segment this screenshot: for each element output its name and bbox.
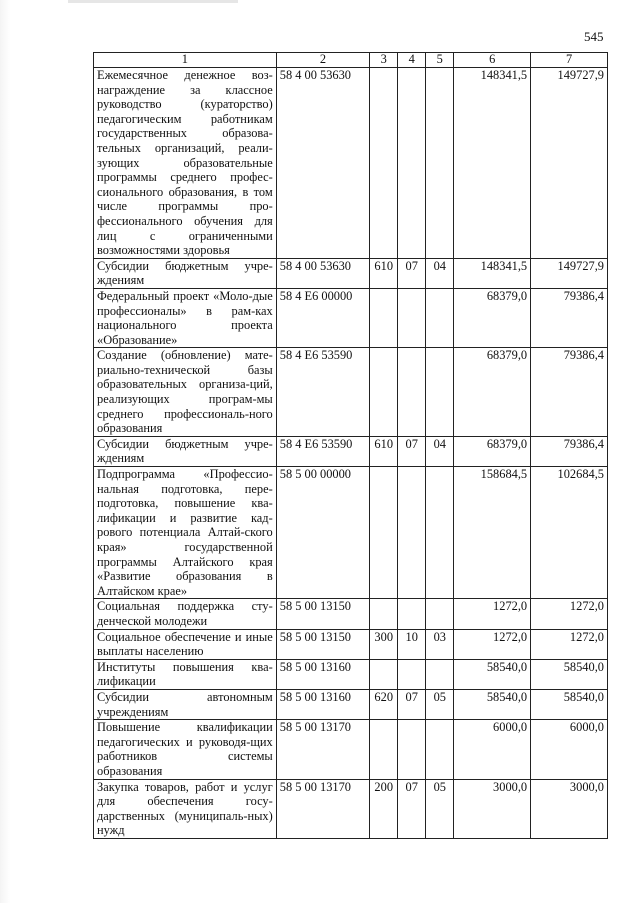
table-row (94, 659, 608, 689)
row-code: 58 4 E6 53590 (276, 348, 369, 437)
row-col4: 07 (398, 436, 426, 466)
row-col3 (370, 720, 398, 779)
row-col3 (370, 659, 398, 689)
row-col5 (426, 599, 454, 629)
row-name: Создание (обновление) мате-риально-технической базы образовательных организа-ций, реализующих програм-мы среднего профессиональ-ного образования (94, 348, 277, 437)
row-value-6: 68379,0 (454, 288, 531, 347)
row-col5 (426, 467, 454, 599)
table-row (94, 68, 608, 259)
table-row (94, 258, 608, 288)
row-code: 58 5 00 13150 (276, 629, 369, 659)
scan-edge-shadow (0, 0, 10, 903)
table-row (94, 288, 608, 347)
row-name: Ежемесячное денежное воз-награждение за классное руководство (кураторство) педагогическим работникам государственных образова-тельных организаций, реали-зующих образовательные программы среднего профес-сионального образования, в том числе программы про-фессионального обучения для лиц с ограниченными возможностями здоровья (94, 68, 277, 259)
row-col4 (398, 288, 426, 347)
row-col3: 300 (370, 629, 398, 659)
row-col4: 07 (398, 258, 426, 288)
row-value-6: 1272,0 (454, 629, 531, 659)
row-value-6: 148341,5 (454, 258, 531, 288)
row-col3: 200 (370, 779, 398, 838)
header-col-3: 3 (370, 53, 398, 68)
header-col-5: 5 (426, 53, 454, 68)
row-col4 (398, 720, 426, 779)
row-code: 58 5 00 13170 (276, 720, 369, 779)
row-code: 58 4 00 53630 (276, 258, 369, 288)
row-name: Закупка товаров, работ и услуг для обеспечения госу-дарственных (муниципаль-ных) нужд (94, 779, 277, 838)
row-col5 (426, 68, 454, 259)
row-code: 58 5 00 00000 (276, 467, 369, 599)
row-value-7: 79386,4 (531, 348, 608, 437)
row-col5 (426, 659, 454, 689)
row-col3: 610 (370, 436, 398, 466)
row-name: Подпрограмма «Професcио-нальная подготовка, пере-подготовка, повышение ква-лификации и развитие кад-рового потенциала Алтай-ского края» государственной программы Алтайского края «Развитие образования в Алтайском крае» (94, 467, 277, 599)
header-col-6: 6 (454, 53, 531, 68)
row-col5 (426, 720, 454, 779)
row-col4: 07 (398, 689, 426, 719)
scan-top-mark (68, 0, 238, 3)
row-col3: 610 (370, 258, 398, 288)
row-value-6: 158684,5 (454, 467, 531, 599)
row-code: 58 4 00 53630 (276, 68, 369, 259)
row-value-6: 58540,0 (454, 689, 531, 719)
row-col3 (370, 68, 398, 259)
row-code: 58 5 00 13150 (276, 599, 369, 629)
row-value-7: 1272,0 (531, 629, 608, 659)
header-col-4: 4 (398, 53, 426, 68)
row-col3 (370, 467, 398, 599)
row-code: 58 5 00 13160 (276, 689, 369, 719)
row-value-7: 3000,0 (531, 779, 608, 838)
row-value-7: 6000,0 (531, 720, 608, 779)
row-value-7: 79386,4 (531, 436, 608, 466)
row-value-7: 149727,9 (531, 258, 608, 288)
page-number: 545 (584, 29, 604, 44)
row-value-6: 68379,0 (454, 436, 531, 466)
table-row (94, 599, 608, 629)
row-name: Субсидии автономным учреждениям (94, 689, 277, 719)
table-header-row (94, 53, 608, 68)
row-col3 (370, 288, 398, 347)
row-col4 (398, 348, 426, 437)
budget-table (93, 52, 608, 839)
header-col-2: 2 (276, 53, 369, 68)
row-name: Повышение квалификации педагогических и руководя-щих работников системы образования (94, 720, 277, 779)
row-value-7: 149727,9 (531, 68, 608, 259)
row-value-6: 68379,0 (454, 348, 531, 437)
row-name: Субсидии бюджетным учре-ждениям (94, 258, 277, 288)
row-col4 (398, 599, 426, 629)
row-col3 (370, 348, 398, 437)
row-col5: 04 (426, 436, 454, 466)
row-col5: 03 (426, 629, 454, 659)
row-name: Субсидии бюджетным учре-ждениям (94, 436, 277, 466)
row-col5: 04 (426, 258, 454, 288)
row-value-6: 6000,0 (454, 720, 531, 779)
row-col5: 05 (426, 779, 454, 838)
row-name: Социальное обеспечение и иные выплаты населению (94, 629, 277, 659)
row-col3: 620 (370, 689, 398, 719)
row-name: Социальная поддержка сту-денческой молодежи (94, 599, 277, 629)
table-row (94, 629, 608, 659)
row-code: 58 5 00 13160 (276, 659, 369, 689)
row-col4 (398, 659, 426, 689)
row-col5 (426, 288, 454, 347)
row-col5: 05 (426, 689, 454, 719)
row-name: Институты повышения ква-лификации (94, 659, 277, 689)
row-col4: 07 (398, 779, 426, 838)
row-value-6: 1272,0 (454, 599, 531, 629)
row-col5 (426, 348, 454, 437)
row-value-6: 3000,0 (454, 779, 531, 838)
row-col3 (370, 599, 398, 629)
table-row (94, 720, 608, 779)
table-row (94, 348, 608, 437)
row-col4 (398, 467, 426, 599)
row-value-7: 79386,4 (531, 288, 608, 347)
row-value-7: 102684,5 (531, 467, 608, 599)
row-col4: 10 (398, 629, 426, 659)
table-row (94, 436, 608, 466)
row-code: 58 5 00 13170 (276, 779, 369, 838)
row-code: 58 4 E6 00000 (276, 288, 369, 347)
row-value-7: 58540,0 (531, 659, 608, 689)
row-code: 58 4 E6 53590 (276, 436, 369, 466)
table-row (94, 779, 608, 838)
row-value-7: 58540,0 (531, 689, 608, 719)
row-value-6: 58540,0 (454, 659, 531, 689)
header-col-7: 7 (531, 53, 608, 68)
row-name: Федеральный проект «Моло-дые профессионалы» в рам-ках национального проекта «Образование» (94, 288, 277, 347)
table-row (94, 467, 608, 599)
row-col4 (398, 68, 426, 259)
row-value-7: 1272,0 (531, 599, 608, 629)
row-value-6: 148341,5 (454, 68, 531, 259)
header-col-1: 1 (94, 53, 277, 68)
table-row (94, 689, 608, 719)
